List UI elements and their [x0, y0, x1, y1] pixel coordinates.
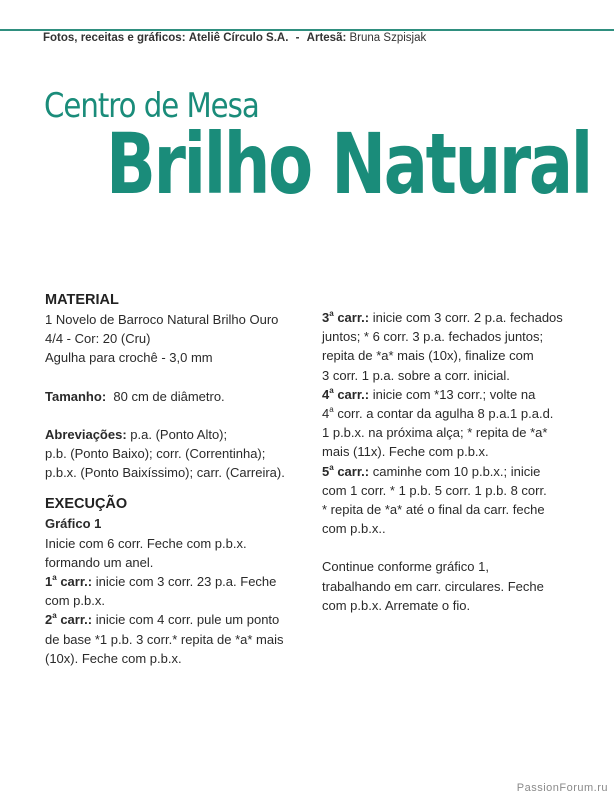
row-1: 1$^a$ carr.: inicie com 3 corr. 23 p.a. Feche	[45, 573, 277, 590]
abbreviations-label: Abreviações:	[45, 426, 127, 442]
row-label: 5$^a$ carr.:	[322, 462, 370, 479]
row-5: 5$^a$ carr.: caminhe com 10 p.b.x.; inicie	[322, 462, 541, 479]
title-subtitle: Centro de Mesa	[44, 86, 259, 126]
watermark: PassionForum.ru	[516, 782, 608, 794]
row-2: 2$^a$ carr.: inicie com 4 corr. pule um ponto	[45, 611, 280, 628]
chart-label: Gráfico 1	[45, 516, 102, 532]
size-line	[45, 387, 305, 406]
artist-name: Bruna Szpisjak	[349, 32, 427, 44]
abbreviations-line	[45, 425, 305, 444]
row-text: com p.b.x.	[45, 593, 105, 609]
row-label: 1$^a$ carr.:	[45, 573, 93, 590]
credits-company: Ateliê Círculo S.A.	[188, 32, 289, 44]
execution-heading: EXECUÇÃO	[45, 496, 128, 513]
credits-separator: -	[295, 32, 300, 44]
row-3: 3$^a$ carr.: inicie com 3 corr. 2 p.a. fechados	[322, 309, 563, 325]
row-text: 1 p.b.x. na próxima alça; * repita de *a*	[322, 425, 548, 441]
title-main: Brilho Natural	[106, 115, 591, 213]
row-text: repita de *a* mais (10x), finalize com	[322, 348, 534, 364]
credits-line	[43, 32, 426, 44]
abbreviation-text: p.a. (Ponto Alto);	[130, 426, 228, 442]
material-line: Agulha para crochê - 3,0 mm	[45, 350, 213, 366]
row-text: de base *1 p.b. 3 corr.* repita de *a* mais	[45, 631, 284, 647]
row-text: mais (11x). Feche com p.b.x.	[322, 444, 489, 460]
row-text: * repita de *a* até o final da carr. feche	[322, 502, 545, 518]
abbreviation-text: p.b. (Ponto Baixo); corr. (Correntinha);	[45, 446, 266, 462]
intro-line: formando um anel.	[45, 554, 154, 570]
closing-line: com p.b.x. Arremate o fio.	[322, 597, 471, 613]
closing-line: Continue conforme gráfico 1,	[322, 559, 489, 575]
size-value: 80 cm de diâmetro.	[113, 388, 225, 404]
material-line: 4/4 - Cor: 20 (Cru)	[45, 331, 151, 347]
spacer	[322, 538, 582, 557]
material-heading: MATERIAL	[45, 292, 119, 308]
row-label: 4$^a$ carr.:	[322, 385, 370, 402]
spacer	[45, 368, 305, 387]
row-text: (10x). Feche com p.b.x.	[45, 650, 182, 666]
row-text: 3 corr. 1 p.a. sobre a corr. inicial.	[322, 367, 510, 383]
material-line: 1 Novelo de Barroco Natural Brilho Ouro	[45, 312, 279, 327]
artist-label: Artesã:	[306, 32, 347, 44]
row-text: com 1 corr. * 1 p.b. 5 corr. 1 p.b. 8 corr.	[322, 482, 547, 498]
abbreviation-text: p.b.x. (Ponto Baixíssimo); carr. (Carreira).	[45, 465, 285, 481]
row-label: 3$^a$ carr.:	[322, 309, 370, 325]
row-text: juntos; * 6 corr. 3 p.a. fechados juntos;	[322, 329, 544, 345]
spacer	[45, 406, 305, 425]
left-column	[45, 290, 305, 668]
row-text: com p.b.x..	[322, 521, 386, 537]
closing-line: trabalhando em carr. circulares. Feche	[322, 578, 544, 594]
size-label: Tamanho:	[45, 388, 107, 404]
spacer	[45, 482, 305, 494]
right-column	[322, 308, 582, 615]
row-text: 4$^a$ corr. a contar da agulha 8 p.a.1 p.a.d.	[322, 405, 554, 422]
row-label: 2$^a$ carr.:	[45, 611, 93, 628]
intro-line: Inicie com 6 corr. Feche com p.b.x.	[45, 535, 247, 551]
row-4: 4$^a$ carr.: inicie com *13 corr.; volte na	[322, 385, 536, 402]
credits-label: Fotos, receitas e gráficos:	[43, 32, 186, 44]
